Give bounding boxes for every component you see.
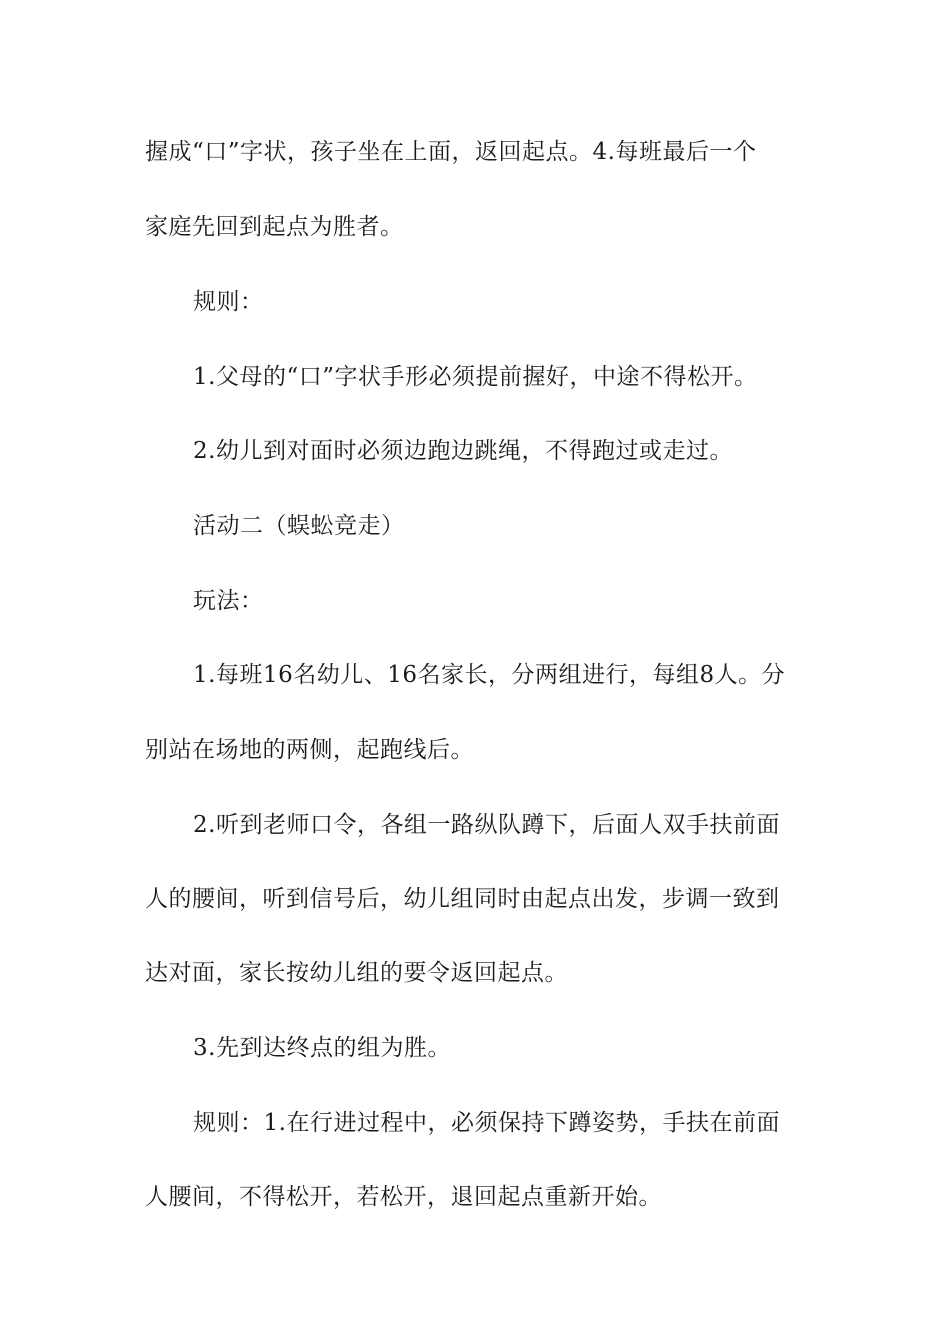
rules-item-continuation: 人腰间，不得松开，若松开，退回起点重新开始。: [145, 1184, 662, 1210]
rule-item-2: 2.幼儿到对面时必须边跑边跳绳，不得跑过或走过。: [193, 438, 733, 464]
rules-heading: 规则：: [193, 289, 264, 315]
activity-two-heading: 活动二（蜈蚣竞走）: [193, 513, 405, 539]
play-step-1-continuation: 别站在场地的两侧，起跑线后。: [145, 737, 474, 763]
play-step-2-continuation: 人的腰间，听到信号后，幼儿组同时由起点出发，步调一致到: [145, 886, 780, 912]
rule-item-1: 1.父母的“口”字状手形必须提前握好，中途不得松开。: [193, 364, 758, 390]
rules-item-line: 规则：1.在行进过程中，必须保持下蹲姿势，手扶在前面: [193, 1110, 780, 1136]
play-step-2-continuation: 达对面，家长按幼儿组的要令返回起点。: [145, 960, 568, 986]
paragraph-continuation-line: 握成“口”字状，孩子坐在上面，返回起点。4.每班最后一个: [145, 139, 757, 165]
paragraph-continuation-line: 家庭先回到起点为胜者。: [145, 214, 404, 240]
how-to-play-heading: 玩法：: [193, 588, 264, 614]
play-step-1-line: 1.每班16名幼儿、16名家长，分两组进行，每组8人。分: [193, 662, 786, 688]
play-step-3-line: 3.先到达终点的组为胜。: [193, 1035, 451, 1061]
play-step-2-line: 2.听到老师口令，各组一路纵队蹲下，后面人双手扶前面: [193, 812, 780, 838]
